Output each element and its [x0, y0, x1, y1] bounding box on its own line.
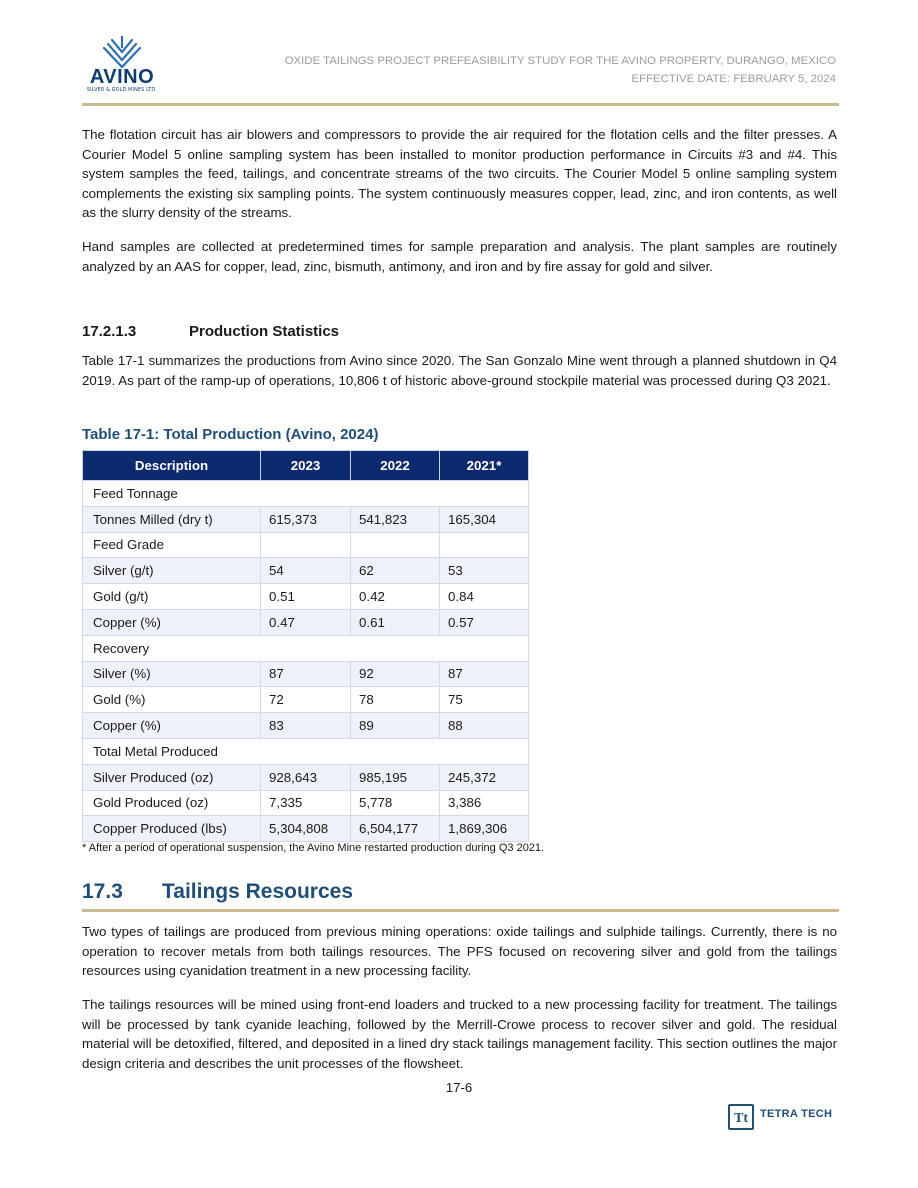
tetra-tech-mark-icon: [730, 1106, 752, 1128]
table-row: [83, 558, 529, 584]
running-header: [285, 52, 836, 88]
subsection-heading: [82, 323, 339, 340]
cell-value: 92: [351, 661, 440, 687]
subsection-title: Production Statistics: [189, 323, 340, 340]
cell-value: 245,372: [440, 764, 529, 790]
table-row: [83, 609, 529, 635]
header-2022: 2022: [351, 451, 440, 481]
cell-value: 89: [351, 713, 440, 739]
header-description: Description: [83, 451, 261, 481]
table-section-row: [83, 738, 529, 764]
page-number: 17-6: [445, 1080, 473, 1095]
table-section-row: [83, 481, 529, 507]
paragraph-tailings-process: The tailings resources will be mined using front-end loaders and trucked to a new processing facility for treatment. The tailings will be processed by tank cyanide leaching, followed by the Merrill-Crowe process to recover silver and gold. The residual material will be detoxified, filtered, and deposited in a lined dry stack tailings management facility. This section outlines the major design criteria and describes the unit processes of the flowsheet.: [82, 997, 837, 1071]
cell-value: 7,335: [261, 790, 351, 816]
cell-value: 87: [440, 661, 529, 687]
paragraph-production: Table 17-1 summarizes the productions from Avino since 2020. The San Gonzalo Mine went through a planned shutdown in Q4 2019. As part of the ramp-up of operations, 10,806 t of historic above-ground stockpile material was processed during Q3 2021.: [82, 353, 837, 388]
tetra-tech-mark-text: Tt: [734, 1111, 748, 1126]
paragraph-hand-samples: Hand samples are collected at predetermined times for sample preparation and analysis. The plant samples are routinely analyzed by an AAS for copper, lead, zinc, bismuth, antimony, and iron and by fire assay for gold and silver.: [82, 239, 837, 274]
row-label: Gold Produced (oz): [83, 790, 261, 816]
cell-value: 78: [351, 687, 440, 713]
cell-value: 985,195: [351, 764, 440, 790]
cell-value: [351, 532, 440, 558]
section-heading: [82, 880, 353, 904]
cell-value: 0.57: [440, 609, 529, 635]
row-label: Silver (g/t): [83, 558, 261, 584]
row-label: Gold (%): [83, 687, 261, 713]
table-row: [83, 532, 529, 558]
avino-logo: [82, 36, 162, 98]
table-row: [83, 816, 529, 842]
cell-value: 0.84: [440, 584, 529, 610]
production-table: [82, 450, 529, 842]
logo-wordmark: AVINO: [89, 66, 155, 88]
table-row: [83, 713, 529, 739]
cell-value: [261, 532, 351, 558]
section-label: Total Metal Produced: [83, 738, 529, 764]
header-rule: [82, 103, 839, 106]
table-body: [83, 481, 529, 842]
header-2021: 2021*: [440, 451, 529, 481]
row-label: Tonnes Milled (dry t): [83, 506, 261, 532]
table-header-row: [83, 451, 529, 481]
avino-logo-mark-icon: [82, 36, 162, 68]
tetra-tech-logo-icon: [728, 1104, 754, 1130]
cell-value: 62: [351, 558, 440, 584]
section-rule: [82, 909, 839, 912]
header-2023: 2023: [261, 451, 351, 481]
row-label: Gold (g/t): [83, 584, 261, 610]
tetra-tech-wordmark: TETRA TECH: [760, 1108, 833, 1120]
table-row: [83, 584, 529, 610]
cell-value: 88: [440, 713, 529, 739]
cell-value: 5,304,808: [261, 816, 351, 842]
header-date: EFFECTIVE DATE: FEBRUARY 5, 2024: [631, 73, 836, 85]
cell-value: 615,373: [261, 506, 351, 532]
paragraph-flotation: The flotation circuit has air blowers and compressors to provide the air required for the flotation cells and the filter presses. A Courier Model 5 online sampling system has been installed to monitor production performance in Circuits #3 and #4. This system samples the feed, tailings, and concentrate streams of the two circuits. The Courier Model 5 online sampling system complements the existing six sampling points. The system continuously measures copper, lead, zinc, and iron contents, as well as the slurry density of the streams.: [82, 127, 837, 221]
cell-value: 0.51: [261, 584, 351, 610]
cell-value: 75: [440, 687, 529, 713]
cell-value: 83: [261, 713, 351, 739]
cell-value: 0.42: [351, 584, 440, 610]
row-label: Copper (%): [83, 713, 261, 739]
cell-value: 53: [440, 558, 529, 584]
cell-value: 5,778: [351, 790, 440, 816]
section-label: Recovery: [83, 635, 529, 661]
cell-value: 6,504,177: [351, 816, 440, 842]
section-label: Feed Tonnage: [83, 481, 529, 507]
table-row: [83, 790, 529, 816]
row-label: Copper (%): [83, 609, 261, 635]
cell-value: 54: [261, 558, 351, 584]
table-row: [83, 661, 529, 687]
table-row: [83, 687, 529, 713]
cell-value: [440, 532, 529, 558]
cell-value: 928,643: [261, 764, 351, 790]
cell-value: 87: [261, 661, 351, 687]
cell-value: 1,869,306: [440, 816, 529, 842]
section-title: Tailings Resources: [162, 880, 354, 903]
cell-value: 0.61: [351, 609, 440, 635]
table-section-row: [83, 635, 529, 661]
header-title: OXIDE TAILINGS PROJECT PREFEASIBILITY STUDY FOR THE AVINO PROPERTY, DURANGO, MEXICO: [284, 55, 836, 67]
subsection-number: 17.2.1.3: [82, 323, 137, 340]
logo-subtext: SILVER & GOLD MINES LTD.: [86, 88, 158, 93]
row-label: Silver (%): [83, 661, 261, 687]
paragraph-tailings-types: Two types of tailings are produced from previous mining operations: oxide tailings and sulphide tailings. Currently, there is no operation to recover metals from both tailings resources. The PFS focused on recovering silver and gold from the tailings resources using cyanidation treatment in a new processing facility.: [82, 924, 837, 979]
table-title: Table 17-1: Total Production (Avino, 2024): [82, 426, 379, 443]
row-label: Copper Produced (lbs): [83, 816, 261, 842]
table-row: [83, 506, 529, 532]
table-footnote: * After a period of operational suspension, the Avino Mine restarted production during Q3 2021.: [82, 842, 545, 854]
cell-value: 0.47: [261, 609, 351, 635]
cell-value: 541,823: [351, 506, 440, 532]
table-row: [83, 764, 529, 790]
row-label: Silver Produced (oz): [83, 764, 261, 790]
cell-value: 165,304: [440, 506, 529, 532]
row-label: Feed Grade: [83, 532, 261, 558]
cell-value: 72: [261, 687, 351, 713]
cell-value: 3,386: [440, 790, 529, 816]
section-number: 17.3: [82, 880, 123, 903]
